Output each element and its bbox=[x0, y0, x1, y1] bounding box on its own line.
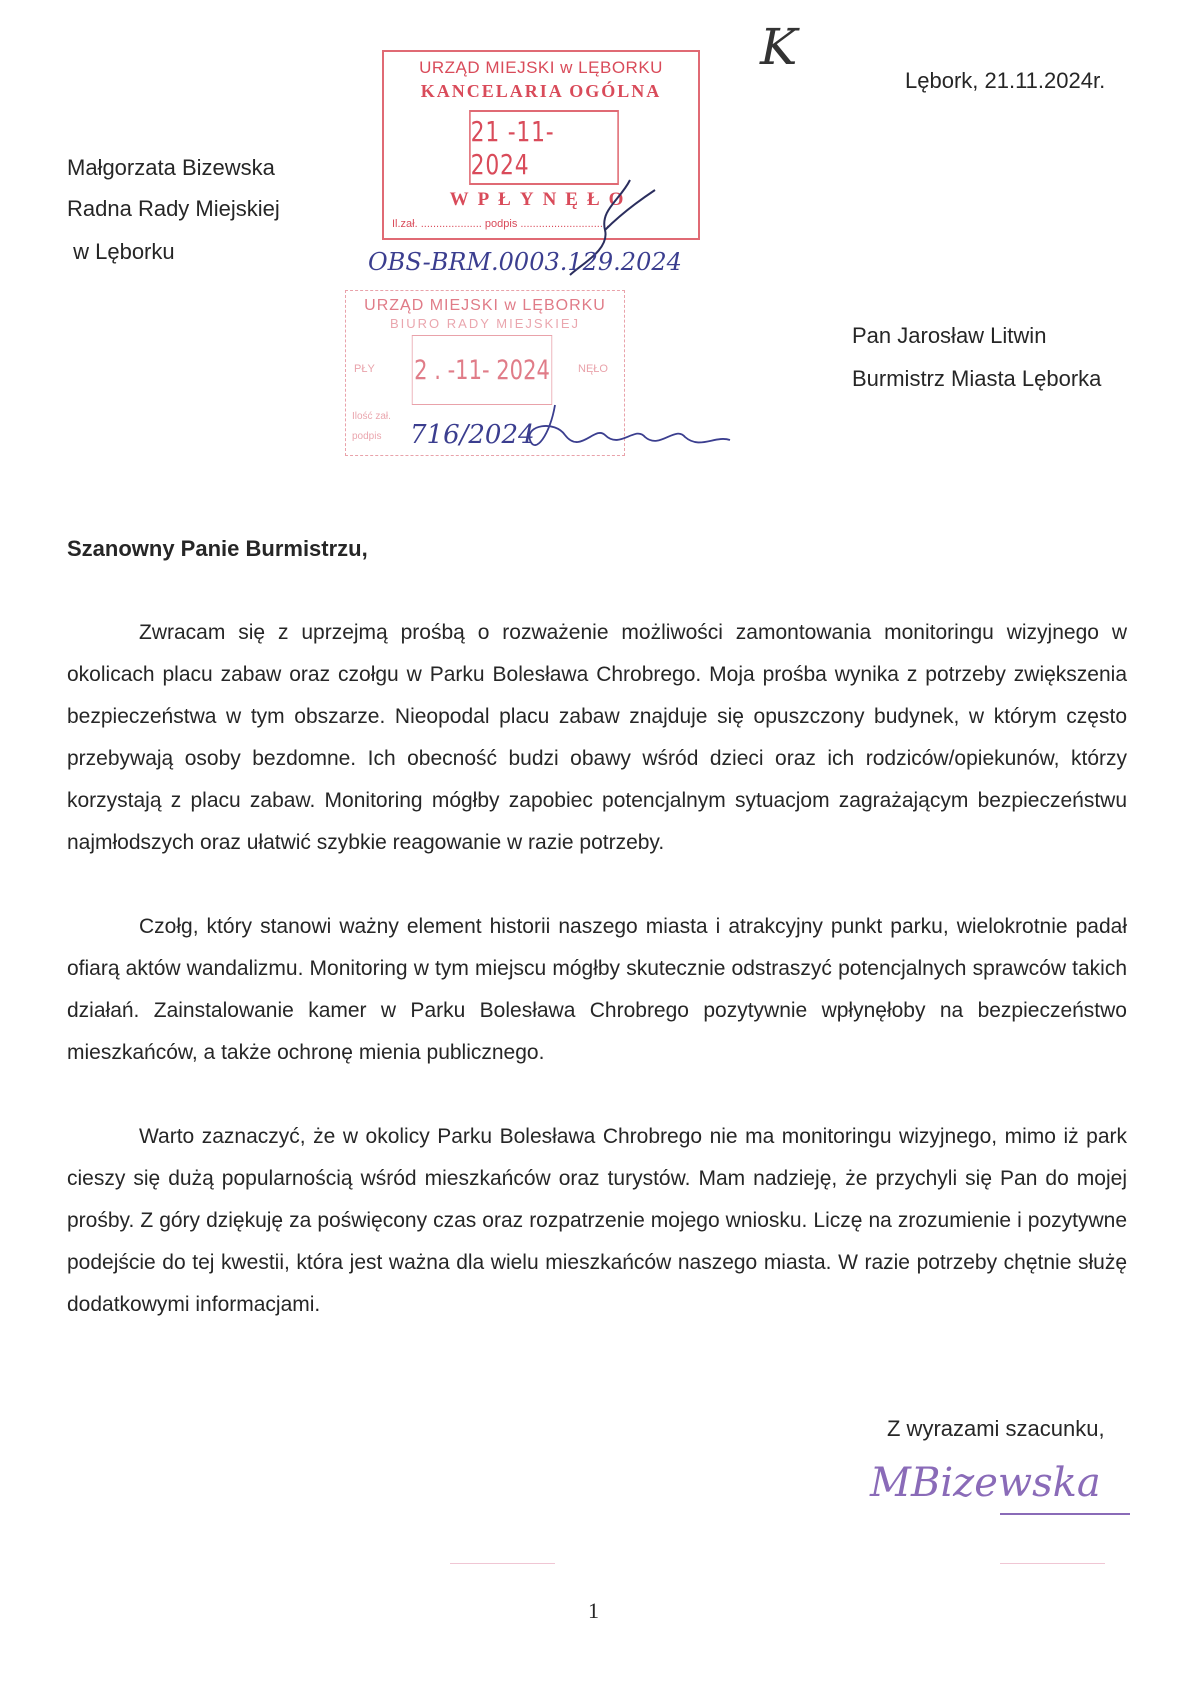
recipient-title: Burmistrz Miasta Lęborka bbox=[852, 366, 1102, 391]
council-signature-icon bbox=[525, 395, 735, 465]
body-paragraph-3: Warto zaznaczyć, że w okolicy Parku Bolesława Chrobrego nie ma monitoringu wizyjnego, mimo iż park cieszy się dużą popularnością wśród mieszkańców oraz turystów. Mam nadzieję, że przychyli się Pan do mojej prośby. Z góry dziękuję za poświęcony czas oraz rozpatrzenie mojego wniosku. Liczę na zrozumienie i pozytywne podejście do tej kwestii, która jest ważna dla wielu mieszkańców naszego miasta. W razie potrzeby chętnie służę dodatkowymi informacjami. bbox=[67, 1125, 1127, 1316]
registry-number: 716/2024 bbox=[410, 420, 535, 450]
place-date: Lębork, 21.11.2024r. bbox=[905, 68, 1106, 93]
closing: Z wyrazami szacunku, bbox=[887, 1416, 1105, 1441]
stamp-signature-label: podpis bbox=[352, 431, 382, 442]
stamp-date: 2 . -11- 2024 bbox=[412, 335, 552, 405]
signature: MBizewska bbox=[870, 1460, 1101, 1506]
body-paragraph-1: Zwracam się z uprzejmą prośbą o rozważenie możliwości zamontowania monitoringu wizyjnego w okolicach placu zabaw oraz czołgu w Parku Bolesława Chrobrego. Moja prośba wynika z potrzeby zwiększenia bezpieczeństwa w tym obszarze. Nieopodal placu zabaw znajduje się opuszczony budynek, w którym często przebywają osoby bezdomne. Ich obecność budzi obawy wśród dzieci oraz ich rodziców/opiekunów, którzy korzystają z placu zabaw. Monitoring mógłby zapobiec potencjalnym sytuacjom zagrażającym bezpieczeństwu najmłodszych oraz ułatwić szybkie reagowanie w razie potrzeby. bbox=[67, 621, 1127, 854]
signature-underline bbox=[1000, 1513, 1130, 1515]
stamp-received-label: WPŁYNĘŁO bbox=[449, 189, 633, 210]
scan-artifact-line bbox=[450, 1563, 555, 1564]
stamp-attachments-label: Ilość zał. bbox=[352, 411, 391, 422]
page-number: 1 bbox=[588, 1598, 599, 1623]
stamp-department: KANCELARIA OGÓLNA bbox=[420, 81, 662, 101]
stamp-side-right: NĘŁO bbox=[578, 363, 608, 375]
stamp-department: BIURO RADY MIEJSKIEJ bbox=[389, 316, 580, 331]
case-number: OBS-BRM.0003.129.2024 bbox=[368, 248, 682, 276]
scan-artifact-line bbox=[1000, 1563, 1105, 1564]
sender-name: Małgorzata Bizewska bbox=[67, 155, 275, 180]
stamp-side-left: PŁY bbox=[354, 363, 375, 375]
sender-title: Radna Rady Miejskiej bbox=[67, 196, 280, 221]
initial-mark: K bbox=[760, 18, 798, 76]
stamp-date: 21 -11- 2024 bbox=[469, 110, 619, 185]
greeting: Szanowny Panie Burmistrzu, bbox=[67, 536, 368, 561]
stamp-footer: Il.zał. .................... podpis ............................. bbox=[392, 218, 610, 230]
body-paragraph-2: Czołg, który stanowi ważny element historii naszego miasta i atrakcyjny punkt parku, wielokrotnie padał ofiarą aktów wandalizmu. Monitoring w tym miejscu mógłby skutecznie odstraszyć potencjalnych sprawców takich działań. Zainstalowanie kamer w Parku Bolesława Chrobrego pozytywnie wpłynęłoby na bezpieczeństwo mieszkańców, a także ochronę mienia publicznego. bbox=[67, 915, 1127, 1064]
recipient-name: Pan Jarosław Litwin bbox=[852, 323, 1047, 348]
stamp-office-name: URZĄD MIEJSKI w LĘBORKU bbox=[364, 297, 606, 314]
stamp-office-name: URZĄD MIEJSKI w LĘBORKU bbox=[419, 58, 663, 77]
sender-location: w Lęborku bbox=[67, 239, 175, 264]
